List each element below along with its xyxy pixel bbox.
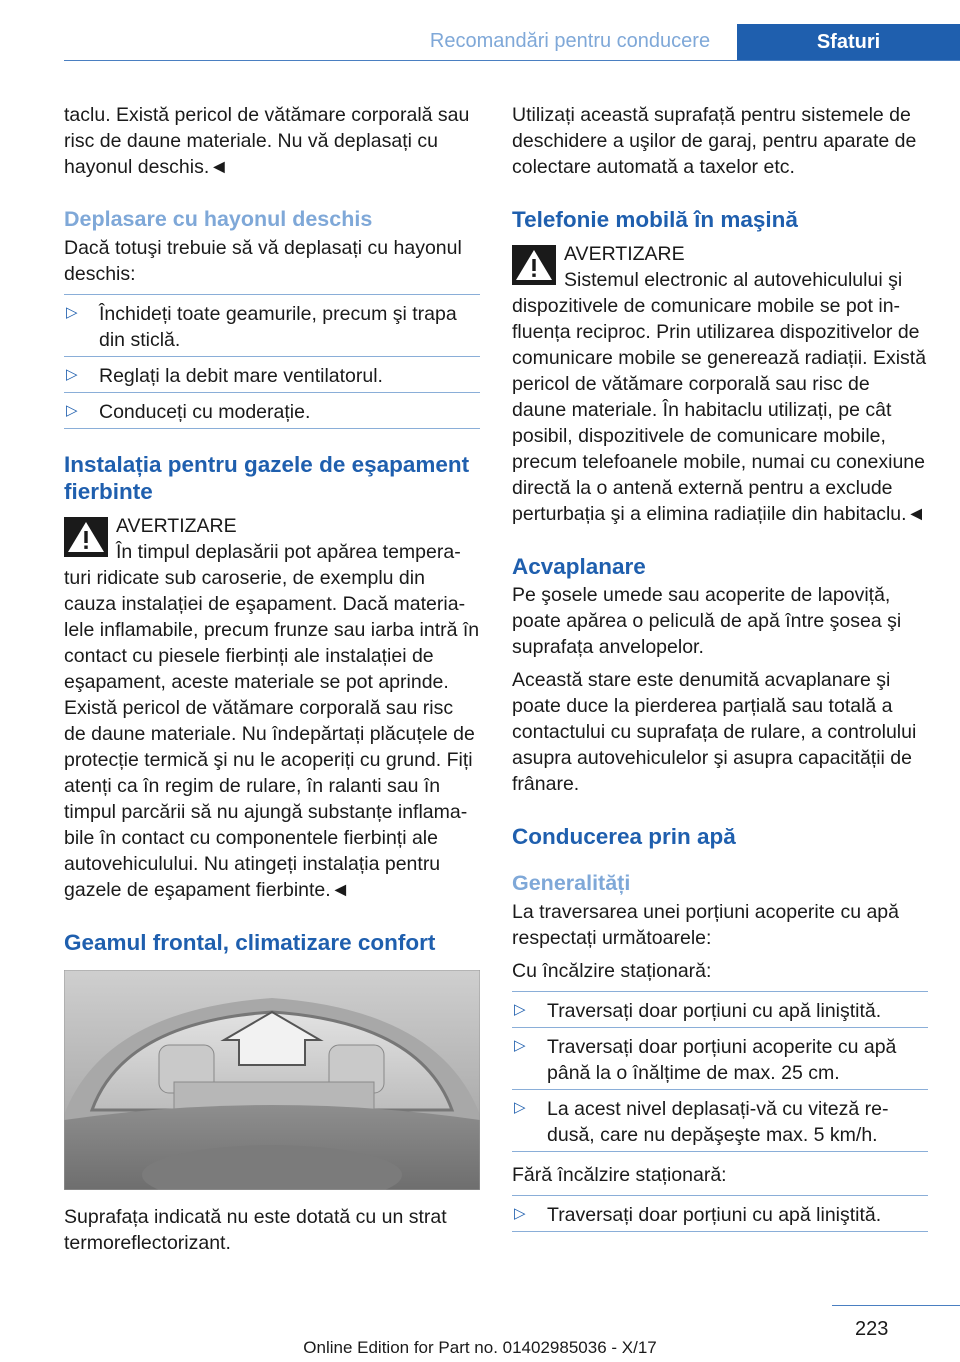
footer-rule [832, 1305, 960, 1306]
triangle-right-icon: ▷ [514, 1099, 526, 1116]
tailgate-paragraph: Dacă totuşi trebuie să vă deplasați cu hayonul deschis: [64, 237, 462, 285]
header-rule [64, 60, 960, 61]
aquaplaning-paragraph-2: Această stare este denumită acvaplanare şi poate duce la pierderea parțială sau totală a contactului cu suprafața de rulare, a controlului asupra autovehiculelor şi asupra capacității de frânare. [512, 669, 917, 795]
without-heater-list [512, 1195, 928, 1232]
with-heater-label: Cu încălzire staționară: [512, 960, 712, 982]
car-interior-image [64, 970, 480, 1190]
triangle-right-icon: ▷ [514, 1001, 526, 1018]
triangle-right-icon: ▷ [66, 304, 78, 321]
triangle-right-icon: ▷ [514, 1205, 526, 1222]
garage-paragraph: Utilizați această suprafață pentru sistemele de deschidere a uşilor de garaj, pentru aparate de colectare automată a taxelor etc. [512, 104, 917, 178]
warning-title: AVERTIZARE [116, 515, 237, 537]
heading-phone: Telefonie mobilă în maşină [512, 207, 798, 232]
without-heater-label: Fără încălzire staționară: [512, 1164, 727, 1186]
list-item: ▷ Conduceți cu moderație. [64, 392, 480, 428]
heading-windshield: Geamul frontal, climatizare confort [64, 930, 436, 955]
triangle-right-icon: ▷ [514, 1037, 526, 1054]
aquaplaning-paragraph-1: Pe şosele umede sau acoperite de lapoviță, poate apărea o peliculă de apă între şosea şi suprafața anvelopelor. [512, 584, 902, 658]
warning-block [512, 241, 928, 527]
intro-paragraph: taclu. Există pericol de vătămare corporală sau risc de daune materiale. Nu vă deplasați cu hayonul deschis.◄ [64, 104, 470, 178]
list-item: ▷ Reglați la debit mare ventilatorul. [64, 356, 480, 392]
edition-note: Online Edition for Part no. 01402985036 - X/17 [303, 1338, 657, 1357]
list-item: ▷ Traversați doar porțiuni cu apă liniştită. [512, 1195, 928, 1231]
warning-text: În timpul deplasării pot apărea temperaturi ridicate sub caroserie, de exemplu din cauza instalației de eşapament. Dacă materialele inflamabile, precum frunze sau iarba intră în contact cu piesele fierbinți ale instalației de eşapament, aceste materiale se pot aprinde. Există pericol de vătămare corporală sau risc de daune materiale. Nu îndepărtați plăcuțele de protecție termică şi nu le acoperiți cu grund. Fiți atenți ca în regim de rulare, în ralanti sau în timpul parcării să nu ajungă substanțe inflamabile în contact cu componentele fierbinți ale autovehiculului. Nu atingeți instalația pentru gazele de eşapament fierbinte.◄ [64, 541, 480, 901]
heading-general: Generalități [512, 871, 631, 895]
windshield-photo [64, 970, 480, 1190]
warning-triangle-icon [512, 245, 556, 285]
list-item: ▷ Traversați doar porțiuni cu apă liniştită. [512, 991, 928, 1027]
heading-aquaplaning: Acvaplanare [512, 554, 646, 579]
triangle-right-icon: ▷ [66, 366, 78, 383]
general-paragraph: La traversarea unei porțiuni acoperite cu apă respectați următoarele: [512, 901, 899, 949]
right-column [512, 102, 928, 1242]
warning-triangle-icon [64, 517, 108, 557]
heading-exhaust: Instalația pentru gazele de eşapament fierbinte [64, 452, 470, 504]
list-item: ▷ Închideți toate geamurile, precum şi trapa din sticlă. [64, 294, 480, 356]
list-item: ▷ Traversați doar porțiuni acoperite cu apă până la o înălțime de max. 25 cm. [512, 1027, 928, 1089]
tailgate-list [64, 294, 480, 429]
heading-tailgate: Deplasare cu hayonul deschis [64, 207, 373, 231]
photo-caption: Suprafața indicată nu este dotată cu un strat termoreflectorizant. [64, 1206, 447, 1254]
left-column [64, 102, 480, 1263]
header-tab: Sfaturi [737, 24, 960, 61]
warning-text: Sistemul electronic al autovehiculului şi dispozitivele de comunicare mobile se pot influența reciproc. Prin utilizarea dispozitivelor de comunicare mobile se generează radiații. Există pericol de vătămare corporală sau risc de daune materiale. În habitaclu utilizați, pe cât posibil, dispozitivele de comunicare mobile, precum telefoanele mobile, numai cu conexiune directă la o antenă externă pentru a exclude perturbația şi a elimina radiațiile din habitaclu.◄ [512, 269, 927, 525]
header-section-title: Recomandări pentru conducere [429, 30, 711, 52]
triangle-right-icon: ▷ [66, 402, 78, 419]
warning-title: AVERTIZARE [564, 243, 685, 265]
heading-water-driving: Conducerea prin apă [512, 824, 736, 849]
with-heater-list [512, 991, 928, 1152]
page-number: 223 [855, 1318, 889, 1340]
list-item: ▷ La acest nivel deplasați-vă cu viteză redusă, care nu depăşeşte max. 5 km/h. [512, 1089, 928, 1151]
warning-block [64, 513, 480, 903]
